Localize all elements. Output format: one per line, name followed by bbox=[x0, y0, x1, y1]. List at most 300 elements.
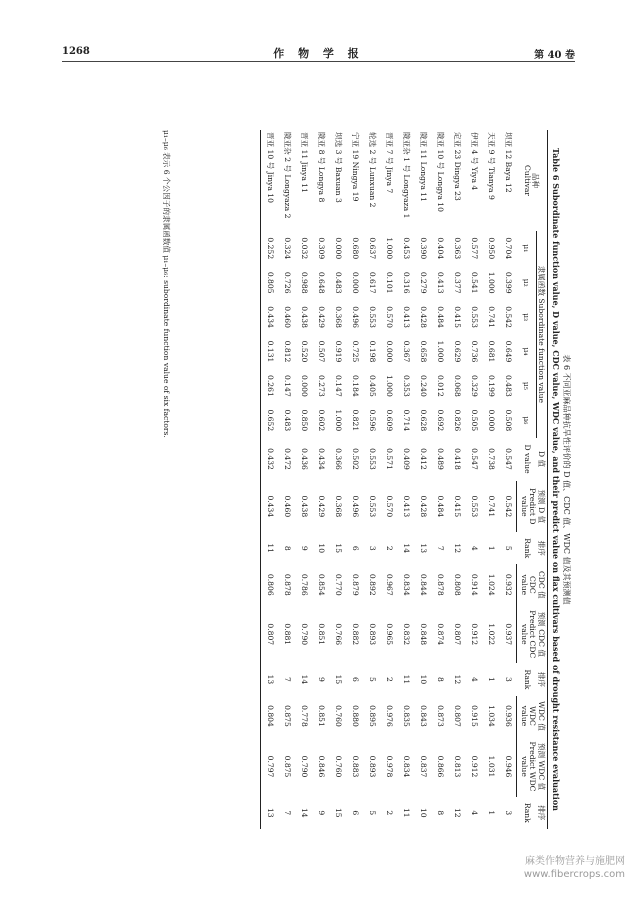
table-row bbox=[363, 130, 380, 829]
value-cell: 0.368 bbox=[334, 306, 344, 328]
value-cell: 13 bbox=[419, 543, 429, 554]
value-cell: 11 bbox=[261, 532, 279, 564]
value-cell: 1 bbox=[487, 810, 497, 816]
value-cell: 0.309 bbox=[317, 237, 327, 260]
value-cell: 0.489 bbox=[436, 448, 446, 470]
table-caption-en: Table 6 Subordinate function value, D value, CDC value, WDC value, and their predict value on flax cultivars based of drought resistance evaluation bbox=[551, 148, 561, 811]
cultivar-cell: 陇亚杂 2 号 Longyaza 2 bbox=[283, 132, 293, 219]
table-row bbox=[261, 130, 279, 829]
cultivar-cell: 坝亚 12 Baya 12 bbox=[504, 132, 514, 193]
value-cell: 0.692 bbox=[436, 409, 446, 432]
rotated-table-area bbox=[102, 130, 572, 829]
table-row bbox=[448, 130, 465, 829]
value-cell: 0.367 bbox=[402, 340, 412, 363]
predict-d-header-en2: value bbox=[517, 481, 528, 533]
running-header bbox=[62, 43, 575, 62]
value-cell: 11 bbox=[402, 674, 412, 685]
table-caption-cn: 表 6 不同亚麻品种抗旱性评价的 D 值、CDC 值、WDC 值及其预测值 bbox=[562, 354, 571, 605]
value-cell: 0.428 bbox=[419, 306, 429, 328]
value-cell: 0.418 bbox=[453, 448, 463, 470]
value-cell: 0.434 bbox=[261, 481, 279, 533]
mu3-header: μ₃ bbox=[522, 313, 532, 322]
value-cell: 0.874 bbox=[436, 623, 446, 646]
value-cell: 0.368 bbox=[334, 495, 344, 518]
value-cell: 0.848 bbox=[419, 623, 429, 646]
cdc-header-cn: CDC 值 bbox=[536, 564, 547, 605]
value-cell: 0.577 bbox=[470, 237, 480, 260]
value-cell: 0.882 bbox=[351, 623, 361, 646]
value-cell: 1.024 bbox=[487, 573, 497, 596]
value-cell: 10 bbox=[419, 674, 429, 685]
value-cell: 0.851 bbox=[317, 705, 327, 727]
value-cell: 0.806 bbox=[261, 564, 279, 605]
value-cell: 0.363 bbox=[453, 237, 463, 260]
value-cell: 0.826 bbox=[453, 409, 463, 432]
watermark-line-2: www.fibercrops.com bbox=[523, 868, 625, 880]
value-cell: 0.252 bbox=[261, 231, 279, 265]
table-row bbox=[397, 130, 414, 829]
value-cell: 0.483 bbox=[504, 375, 514, 397]
value-cell: 0.760 bbox=[334, 705, 344, 727]
value-cell: 0.878 bbox=[436, 573, 446, 596]
table-footnote: μ₁–μ₆ 表示 6 个公因子的隶属函数值 μ₁–μ₆: subordinate function value of six factors. bbox=[162, 130, 171, 438]
value-cell: 0.542 bbox=[504, 495, 514, 518]
value-cell: 0.032 bbox=[300, 237, 310, 260]
value-cell: 0.680 bbox=[351, 237, 361, 260]
predict-cdc-header-en: Predict CDC bbox=[528, 610, 538, 659]
value-cell: 0.797 bbox=[261, 736, 279, 796]
value-cell: 4 bbox=[470, 677, 480, 682]
value-cell: 0.198 bbox=[368, 340, 378, 363]
value-cell: 0.637 bbox=[368, 237, 378, 260]
value-cell: 0.240 bbox=[419, 375, 429, 397]
value-cell: 0.460 bbox=[283, 306, 293, 328]
wdc-header-cn: WDC 值 bbox=[536, 696, 547, 737]
value-cell: 0.147 bbox=[283, 375, 293, 397]
value-cell: 0.850 bbox=[300, 409, 310, 432]
value-cell: 12 bbox=[453, 543, 463, 554]
value-cell: 0.012 bbox=[436, 375, 446, 397]
d-value-header-cn: D 值 bbox=[536, 438, 547, 481]
journal-name: 作 物 学 报 bbox=[273, 47, 364, 60]
value-cell: 0.617 bbox=[368, 271, 378, 294]
cultivar-cell: 轮选 2 号 Lunxuan 2 bbox=[368, 132, 378, 208]
value-cell: 0.496 bbox=[351, 495, 361, 518]
predict-wdc-header-en2: value bbox=[517, 736, 528, 796]
rank-header-cn: 排序 bbox=[536, 797, 547, 829]
value-cell: 1.000 bbox=[436, 340, 446, 363]
header-row-2 bbox=[528, 130, 536, 829]
value-cell: 1.000 bbox=[385, 237, 395, 260]
d-value-header-en: D value bbox=[522, 444, 532, 474]
value-cell: 0.915 bbox=[470, 705, 480, 727]
value-cell: 7 bbox=[283, 677, 293, 682]
value-cell: 12 bbox=[453, 674, 463, 685]
value-cell: 0.542 bbox=[504, 306, 514, 328]
value-cell: 0.988 bbox=[300, 271, 310, 294]
value-cell: 0.279 bbox=[419, 271, 429, 294]
value-cell: 0.429 bbox=[317, 306, 327, 328]
value-cell: 2 bbox=[385, 545, 395, 551]
value-cell: 0.726 bbox=[283, 271, 293, 294]
cultivar-cell: 伊亚 4 号 Yiya 4 bbox=[470, 132, 480, 191]
value-cell: 0.766 bbox=[334, 623, 344, 646]
value-cell: 0.629 bbox=[453, 340, 463, 363]
value-cell: 0.377 bbox=[453, 271, 463, 294]
value-cell: 4 bbox=[470, 810, 480, 816]
value-cell: 0.596 bbox=[368, 409, 378, 432]
table-row bbox=[346, 130, 363, 829]
value-cell: 9 bbox=[317, 810, 327, 816]
predict-d-header-en: Predict D bbox=[528, 488, 538, 525]
rank-header-en: Rank bbox=[522, 802, 532, 823]
value-cell: 0.883 bbox=[351, 755, 361, 778]
value-cell: 0.875 bbox=[283, 705, 293, 727]
value-cell: 1.031 bbox=[487, 755, 497, 778]
value-cell: 0.804 bbox=[261, 696, 279, 737]
rank-header-en: Rank bbox=[522, 538, 532, 559]
value-cell: 0.936 bbox=[504, 705, 514, 727]
value-cell: 15 bbox=[334, 674, 344, 685]
mu2-header: μ₂ bbox=[522, 278, 532, 287]
value-cell: 0.790 bbox=[300, 623, 310, 646]
table-row bbox=[499, 130, 517, 829]
value-cell: 0.413 bbox=[402, 306, 412, 328]
value-cell: 0.000 bbox=[334, 237, 344, 260]
value-cell: 0.893 bbox=[368, 755, 378, 778]
value-cell: 0.881 bbox=[283, 623, 293, 646]
value-cell: 0.553 bbox=[368, 306, 378, 328]
table-body bbox=[261, 130, 517, 829]
value-cell: 0.965 bbox=[385, 623, 395, 646]
table-row bbox=[431, 130, 448, 829]
value-cell: 0.976 bbox=[385, 705, 395, 727]
value-cell: 0.434 bbox=[261, 300, 279, 334]
value-cell: 0.978 bbox=[385, 755, 395, 778]
value-cell: 0.000 bbox=[385, 340, 395, 363]
table-row bbox=[465, 130, 482, 829]
table-row bbox=[329, 130, 346, 829]
watermark-line-1: 麻类作物营养与施肥网 bbox=[525, 856, 625, 867]
volume-label: 第 40 卷 bbox=[534, 50, 575, 61]
value-cell: 0.778 bbox=[300, 705, 310, 727]
cultivar-cell: 陇亚 10 号 Longya 10 bbox=[436, 132, 446, 212]
table-row bbox=[380, 130, 397, 829]
value-cell: 0.843 bbox=[419, 705, 429, 727]
cultivar-cell: 晋亚 7 号 Jinya 7 bbox=[385, 132, 395, 194]
value-cell: 3 bbox=[504, 677, 514, 682]
value-cell: 0.412 bbox=[419, 448, 429, 470]
value-cell: 5 bbox=[368, 677, 378, 682]
wdc-header-en2: value bbox=[517, 696, 528, 737]
cultivar-cell: 宁亚 19 Ningya 19 bbox=[351, 132, 361, 202]
value-cell: 15 bbox=[334, 543, 344, 554]
cultivar-cell: 晋亚 11 Jinya 11 bbox=[300, 132, 310, 193]
value-cell: 0.472 bbox=[283, 448, 293, 470]
predict-wdc-header-en: Predict WDC bbox=[528, 741, 538, 792]
value-cell: 0.912 bbox=[470, 755, 480, 778]
value-cell: 0.658 bbox=[419, 340, 429, 363]
predict-d-header-cn: 预测 D 值 bbox=[536, 481, 547, 533]
value-cell: 0.807 bbox=[453, 705, 463, 727]
value-cell: 0.892 bbox=[368, 573, 378, 596]
value-cell: 0.741 bbox=[487, 495, 497, 518]
value-cell: 1 bbox=[487, 677, 497, 682]
value-cell: 0.000 bbox=[487, 409, 497, 432]
value-cell: 0.937 bbox=[504, 623, 514, 646]
value-cell: 0.807 bbox=[453, 623, 463, 646]
value-cell: 0.483 bbox=[283, 409, 293, 432]
value-cell: 13 bbox=[261, 797, 279, 829]
value-cell: 0.571 bbox=[385, 448, 395, 470]
value-cell: 0.878 bbox=[283, 573, 293, 596]
value-cell: 13 bbox=[261, 663, 279, 695]
value-cell: 3 bbox=[504, 810, 514, 816]
value-cell: 0.068 bbox=[453, 375, 463, 397]
value-cell: 1.034 bbox=[487, 705, 497, 727]
wdc-header-en: WDC bbox=[528, 706, 538, 726]
value-cell: 0.453 bbox=[402, 237, 412, 260]
cdc-header-en: CDC bbox=[528, 575, 538, 594]
value-cell: 0.704 bbox=[504, 237, 514, 260]
value-cell: 0.000 bbox=[300, 375, 310, 397]
cultivar-cell: 陇亚杂 1 号 Longyaza 1 bbox=[402, 132, 412, 219]
value-cell: 0.813 bbox=[453, 755, 463, 778]
value-cell: 0.893 bbox=[368, 623, 378, 646]
data-table bbox=[260, 130, 548, 829]
mu5-header: μ₅ bbox=[522, 381, 532, 390]
cultivar-header: 品种 Cultivar bbox=[517, 130, 548, 231]
value-cell: 14 bbox=[402, 543, 412, 554]
value-cell: 0.000 bbox=[351, 271, 361, 294]
value-cell: 0.460 bbox=[283, 495, 293, 518]
cultivar-cell: 陇亚 11 Longya 11 bbox=[419, 132, 429, 202]
value-cell: 0.505 bbox=[470, 409, 480, 432]
value-cell: 0.484 bbox=[436, 495, 446, 518]
value-cell: 1.000 bbox=[487, 271, 497, 294]
value-cell: 0.570 bbox=[385, 495, 395, 518]
cdc-header-en2: value bbox=[517, 564, 528, 605]
predict-cdc-header-en2: value bbox=[517, 605, 528, 663]
value-cell: 0.846 bbox=[317, 755, 327, 778]
value-cell: 0.353 bbox=[402, 375, 412, 397]
value-cell: 6 bbox=[351, 545, 361, 551]
value-cell: 14 bbox=[300, 674, 310, 685]
value-cell: 0.946 bbox=[504, 755, 514, 778]
value-cell: 0.131 bbox=[261, 334, 279, 368]
value-cell: 10 bbox=[419, 807, 429, 818]
table-row bbox=[482, 130, 499, 829]
value-cell: 0.786 bbox=[300, 573, 310, 596]
value-cell: 0.837 bbox=[419, 755, 429, 778]
value-cell: 0.950 bbox=[487, 237, 497, 260]
value-cell: 9 bbox=[317, 677, 327, 682]
cultivar-cell: 晋亚 10 号 Jinya 10 bbox=[261, 130, 279, 231]
value-cell: 1.022 bbox=[487, 623, 497, 646]
value-cell: 0.541 bbox=[470, 271, 480, 294]
value-cell: 0.854 bbox=[317, 573, 327, 596]
value-cell: 0.496 bbox=[351, 306, 361, 328]
value-cell: 0.329 bbox=[470, 375, 480, 397]
watermark bbox=[505, 856, 625, 881]
value-cell: 6 bbox=[351, 677, 361, 682]
predict-wdc-header-cn: 预测 WDC 值 bbox=[536, 736, 547, 796]
value-cell: 5 bbox=[504, 545, 514, 551]
value-cell: 2 bbox=[385, 677, 395, 682]
value-cell: 0.880 bbox=[351, 705, 361, 727]
value-cell: 8 bbox=[283, 545, 293, 551]
value-cell: 0.428 bbox=[419, 495, 429, 518]
value-cell: 0.547 bbox=[470, 448, 480, 470]
cultivar-cell: 定亚 23 Dingya 23 bbox=[453, 132, 463, 201]
value-cell: 0.415 bbox=[453, 306, 463, 328]
value-cell: 0.807 bbox=[261, 605, 279, 663]
value-cell: 0.760 bbox=[334, 755, 344, 778]
cultivar-cell: 陇亚 8 号 Longya 8 bbox=[317, 132, 327, 203]
value-cell: 0.725 bbox=[351, 340, 361, 363]
header-row-1 bbox=[536, 130, 547, 829]
value-cell: 0.508 bbox=[504, 409, 514, 432]
value-cell: 0.914 bbox=[470, 573, 480, 596]
value-cell: 0.834 bbox=[402, 573, 412, 596]
value-cell: 0.851 bbox=[317, 623, 327, 646]
value-cell: 0.553 bbox=[470, 495, 480, 518]
value-cell: 0.741 bbox=[487, 306, 497, 328]
value-cell: 1.000 bbox=[334, 409, 344, 432]
value-cell: 0.628 bbox=[419, 409, 429, 432]
value-cell: 0.483 bbox=[334, 271, 344, 294]
value-cell: 0.714 bbox=[402, 409, 412, 432]
value-cell: 0.199 bbox=[487, 375, 497, 397]
value-cell: 9 bbox=[300, 545, 310, 551]
value-cell: 0.273 bbox=[317, 375, 327, 397]
value-cell: 0.912 bbox=[470, 623, 480, 646]
value-cell: 2 bbox=[385, 810, 395, 816]
value-cell: 0.602 bbox=[317, 409, 327, 432]
value-cell: 0.805 bbox=[261, 265, 279, 299]
value-cell: 0.432 bbox=[261, 438, 279, 481]
rank-header-en: Rank bbox=[522, 669, 532, 690]
value-cell: 0.919 bbox=[334, 340, 344, 363]
value-cell: 0.812 bbox=[283, 340, 293, 363]
value-cell: 0.415 bbox=[453, 495, 463, 518]
value-cell: 0.808 bbox=[453, 573, 463, 596]
value-cell: 0.553 bbox=[368, 448, 378, 470]
value-cell: 10 bbox=[317, 543, 327, 554]
value-cell: 0.438 bbox=[300, 306, 310, 328]
value-cell: 0.875 bbox=[283, 755, 293, 778]
value-cell: 0.390 bbox=[419, 237, 429, 260]
value-cell: 0.101 bbox=[385, 271, 395, 294]
value-cell: 3 bbox=[368, 545, 378, 551]
value-cell: 7 bbox=[283, 810, 293, 816]
subordinate-function-header: 隶属函数 Subordinate function value bbox=[536, 231, 547, 437]
value-cell: 0.547 bbox=[504, 448, 514, 470]
value-cell: 0.436 bbox=[300, 448, 310, 470]
value-cell: 0.520 bbox=[300, 340, 310, 363]
value-cell: 15 bbox=[334, 807, 344, 818]
value-cell: 0.932 bbox=[504, 573, 514, 596]
value-cell: 0.879 bbox=[351, 573, 361, 596]
value-cell: 0.184 bbox=[351, 375, 361, 397]
value-cell: 0.967 bbox=[385, 573, 395, 596]
value-cell: 0.261 bbox=[261, 369, 279, 403]
value-cell: 1.000 bbox=[385, 375, 395, 397]
value-cell: 0.649 bbox=[504, 340, 514, 363]
value-cell: 0.429 bbox=[317, 495, 327, 518]
value-cell: 0.553 bbox=[470, 306, 480, 328]
value-cell: 0.866 bbox=[436, 755, 446, 778]
value-cell: 1 bbox=[487, 545, 497, 551]
value-cell: 0.553 bbox=[368, 495, 378, 518]
value-cell: 0.821 bbox=[351, 409, 361, 432]
value-cell: 0.895 bbox=[368, 705, 378, 727]
value-cell: 0.366 bbox=[334, 448, 344, 470]
table-row bbox=[312, 130, 329, 829]
mu6-header: μ₆ bbox=[522, 416, 532, 425]
mu4-header: μ₄ bbox=[522, 347, 532, 356]
value-cell: 0.770 bbox=[334, 573, 344, 596]
value-cell: 14 bbox=[300, 807, 310, 818]
value-cell: 11 bbox=[402, 807, 412, 818]
table-row bbox=[295, 130, 312, 829]
rank-header-cn: 排序 bbox=[536, 532, 547, 564]
value-cell: 0.413 bbox=[436, 271, 446, 294]
value-cell: 0.484 bbox=[436, 306, 446, 328]
value-cell: 0.652 bbox=[261, 403, 279, 437]
value-cell: 0.413 bbox=[402, 495, 412, 518]
value-cell: 6 bbox=[351, 810, 361, 816]
value-cell: 0.738 bbox=[487, 448, 497, 470]
rank-header-cn: 排序 bbox=[536, 663, 547, 695]
value-cell: 0.834 bbox=[402, 755, 412, 778]
value-cell: 0.409 bbox=[402, 448, 412, 470]
mu1-header: μ₁ bbox=[522, 244, 532, 253]
value-cell: 5 bbox=[368, 810, 378, 816]
value-cell: 4 bbox=[470, 545, 480, 551]
value-cell: 0.570 bbox=[385, 306, 395, 328]
value-cell: 8 bbox=[436, 810, 446, 816]
value-cell: 0.404 bbox=[436, 237, 446, 260]
value-cell: 0.835 bbox=[402, 705, 412, 727]
value-cell: 0.648 bbox=[317, 271, 327, 294]
page-number: 1268 bbox=[62, 46, 90, 57]
table-row bbox=[278, 130, 295, 829]
value-cell: 0.736 bbox=[470, 340, 480, 363]
predict-cdc-header-cn: 预测 CDC 值 bbox=[536, 605, 547, 663]
value-cell: 8 bbox=[436, 677, 446, 682]
cultivar-cell: 天亚 9 号 Tianya 9 bbox=[487, 132, 497, 200]
value-cell: 0.609 bbox=[385, 409, 395, 432]
value-cell: 0.405 bbox=[368, 375, 378, 397]
value-cell: 7 bbox=[436, 545, 446, 551]
value-cell: 0.832 bbox=[402, 623, 412, 646]
value-cell: 0.316 bbox=[402, 271, 412, 294]
value-cell: 0.681 bbox=[487, 340, 497, 363]
value-cell: 0.399 bbox=[504, 271, 514, 294]
value-cell: 0.790 bbox=[300, 755, 310, 778]
value-cell: 0.324 bbox=[283, 237, 293, 260]
value-cell: 0.434 bbox=[317, 448, 327, 470]
value-cell: 0.438 bbox=[300, 495, 310, 518]
value-cell: 12 bbox=[453, 807, 463, 818]
table-row bbox=[414, 130, 431, 829]
value-cell: 0.507 bbox=[317, 340, 327, 363]
value-cell: 0.844 bbox=[419, 573, 429, 596]
value-cell: 0.873 bbox=[436, 705, 446, 727]
value-cell: 0.502 bbox=[351, 448, 361, 470]
cultivar-cell: 坝选 3 号 Baxuan 3 bbox=[334, 132, 344, 203]
